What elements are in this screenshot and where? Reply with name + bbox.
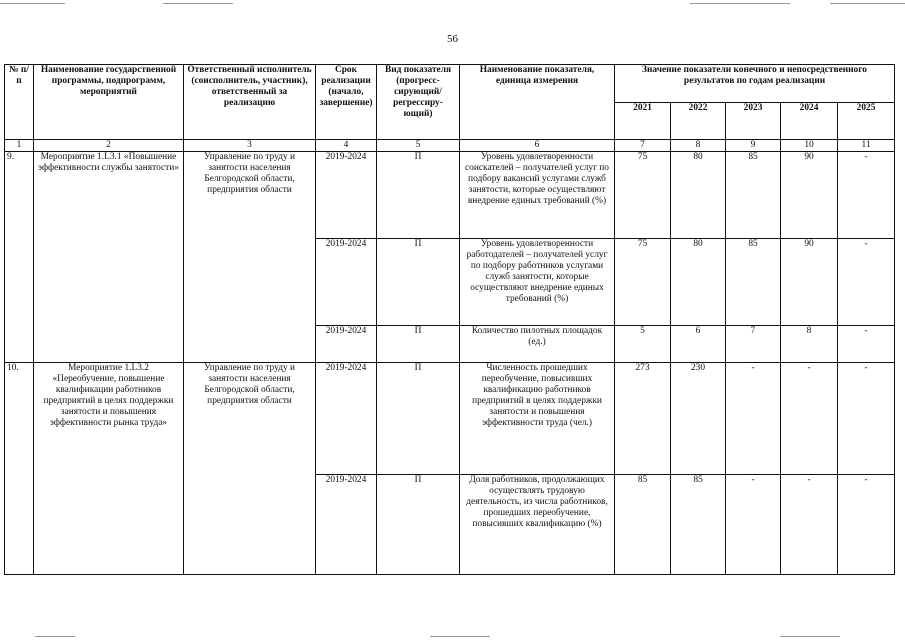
header-responsible: Ответственный исполнитель (соисполнитель, участник), ответственный за реализацию: [184, 65, 316, 140]
table-row: [5, 152, 895, 239]
term-cell: 2019-2024: [316, 152, 377, 239]
header-year-2023: 2023: [726, 103, 781, 140]
indicator-name: Доля работников, продолжающих осуществлять трудовую деятельность, из числа работников, прошедших переобучение, повысивших квалификацию (%): [460, 475, 615, 575]
column-number: 8: [671, 140, 726, 152]
header-name: Наименование государственной программы, подпрограмм, мероприятий: [34, 65, 184, 140]
value-2025: -: [838, 239, 895, 326]
value-2024: 8: [781, 326, 838, 363]
column-number: 9: [726, 140, 781, 152]
value-2024: -: [781, 363, 838, 475]
column-number-row: [5, 140, 895, 152]
indicator-name: Численность прошедших переобучение, повысивших квалификацию работников предприятий в целях поддержки занятости и повышения эффективности труда (чел.): [460, 363, 615, 475]
activity-name: Мероприятие 1.L3.2 «Переобучение, повышение квалификации работников предприятий в целях поддержки занятости и повышения эффективности рынка труда»: [34, 363, 184, 575]
indicator-type: П: [377, 363, 460, 475]
term-cell: 2019-2024: [316, 475, 377, 575]
value-2022: 6: [671, 326, 726, 363]
term-cell: 2019-2024: [316, 239, 377, 326]
page-number: 56: [447, 33, 458, 45]
responsible-executor: Управление по труду и занятости населения Белгородской области, предприятия области: [184, 363, 316, 575]
term-cell: 2019-2024: [316, 363, 377, 475]
column-number: 11: [838, 140, 895, 152]
column-number: 1: [5, 140, 34, 152]
header-no: № п/п: [5, 65, 34, 140]
top-rule-left: [0, 3, 65, 4]
value-2023: 85: [726, 152, 781, 239]
value-2021: 273: [615, 363, 671, 475]
value-2025: -: [838, 475, 895, 575]
bottom-rule-mid: [430, 636, 490, 637]
indicator-name: Уровень удовлетворенности работодателей – получателей услуг по подбору работников услугами служб занятости, которые осуществляют внедрение единых требований (%): [460, 239, 615, 326]
value-2025: -: [838, 363, 895, 475]
value-2021: 85: [615, 475, 671, 575]
activity-name: Мероприятие 1.L3.1 «Повышение эффективности службы занятости»: [34, 152, 184, 363]
header-year-2024: 2024: [781, 103, 838, 140]
indicator-type: П: [377, 475, 460, 575]
header-year-2021: 2021: [615, 103, 671, 140]
header-year-2025: 2025: [838, 103, 895, 140]
indicator-type: П: [377, 326, 460, 363]
header-values: Значение показатели конечного и непосредственного результатов по годам реализации: [615, 65, 895, 103]
column-number: 10: [781, 140, 838, 152]
value-2024: -: [781, 475, 838, 575]
column-number: 5: [377, 140, 460, 152]
value-2023: 7: [726, 326, 781, 363]
value-2024: 90: [781, 152, 838, 239]
value-2022: 230: [671, 363, 726, 475]
value-2025: -: [838, 326, 895, 363]
value-2022: 80: [671, 239, 726, 326]
table-row: [5, 363, 895, 475]
row-number: 10.: [5, 363, 34, 575]
value-2021: 75: [615, 152, 671, 239]
value-2022: 85: [671, 475, 726, 575]
value-2024: 90: [781, 239, 838, 326]
value-2023: -: [726, 475, 781, 575]
indicators-table: [4, 64, 895, 575]
header-term: Срок реализации (начало, завершение): [316, 65, 377, 140]
bottom-rule-left: [35, 636, 75, 637]
top-rule-right: [690, 3, 790, 4]
indicator-type: П: [377, 152, 460, 239]
header-year-2022: 2022: [671, 103, 726, 140]
column-number: 3: [184, 140, 316, 152]
value-2025: -: [838, 152, 895, 239]
responsible-executor: Управление по труду и занятости населения Белгородской области, предприятия области: [184, 152, 316, 363]
header-indicator: Наименование показателя, единица измерения: [460, 65, 615, 140]
column-number: 7: [615, 140, 671, 152]
value-2023: -: [726, 363, 781, 475]
indicator-name: Уровень удовлетворенности соискателей – получателей услуг по подбору вакансий услугами служб занятости, которые осуществляют внедрение единых требований (%): [460, 152, 615, 239]
top-rule-mid: [163, 3, 233, 4]
term-cell: 2019-2024: [316, 326, 377, 363]
column-number: 2: [34, 140, 184, 152]
value-2023: 85: [726, 239, 781, 326]
top-rule-far-right: [830, 3, 905, 4]
indicator-type: П: [377, 239, 460, 326]
value-2021: 75: [615, 239, 671, 326]
column-number: 6: [460, 140, 615, 152]
header-type: Вид показателя (прогресс-сирующий/ регрессиру-ющий): [377, 65, 460, 140]
row-number: 9.: [5, 152, 34, 363]
value-2022: 80: [671, 152, 726, 239]
bottom-rule-right: [780, 636, 840, 637]
value-2021: 5: [615, 326, 671, 363]
indicator-name: Количество пилотных площадок (ед.): [460, 326, 615, 363]
column-number: 4: [316, 140, 377, 152]
